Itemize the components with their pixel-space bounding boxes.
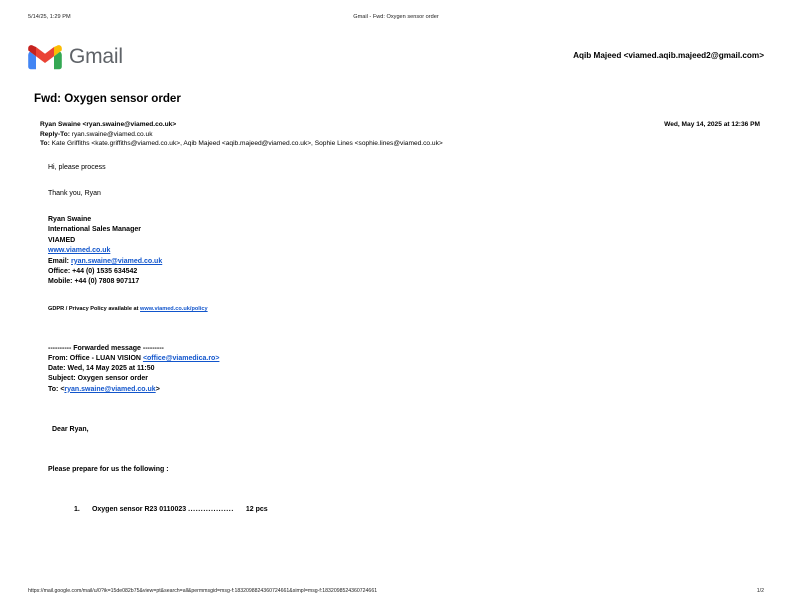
print-header-title: Gmail - Fwd: Oxygen sensor order	[353, 14, 439, 20]
gdpr-policy-link[interactable]: www.viamed.co.uk/policy	[140, 305, 208, 312]
to-value: Kate Griffiths <kate.griffiths@viamed.co.uk>, Aqib Majeed <aqib.majeed@viamed.co.uk>, Sophie Lines <sophie.lines@viamed.co.uk>	[51, 140, 443, 148]
gdpr-notice	[40, 304, 752, 314]
forwarded-to-label: To:	[48, 385, 59, 393]
item-dots: ..................	[188, 505, 234, 513]
gmail-logo	[28, 42, 123, 72]
gmail-m-icon	[28, 44, 62, 70]
spacer	[40, 395, 752, 425]
signature-email-link[interactable]: ryan.swaine@viamed.co.uk	[70, 257, 163, 265]
forwarded-request: Please prepare for us the following :	[48, 465, 169, 473]
forwarded-from-label: From:	[48, 355, 68, 363]
email-from: Ryan Swaine <ryan.swaine@viamed.co.uk>	[40, 121, 177, 128]
gmail-wordmark: Gmail	[69, 45, 123, 68]
print-header-date: 5/14/25, 1:29 PM	[28, 14, 71, 20]
footer-url: https://mail.google.com/mail/u/0?ik=15de082b75&view=pt&search=all&permmsgid=msg-f:1832098824360724661&simpl=msg-f:1832098524360724661	[28, 588, 378, 594]
email-date: Wed, May 14, 2025 at 12:36 PM	[664, 121, 760, 128]
email-meta	[40, 120, 760, 149]
meta-row-reply-to	[40, 130, 760, 140]
item-quantity: 12 pcs	[245, 505, 268, 513]
meta-row-to	[40, 139, 760, 149]
signature-mobile-value: +44 (0) 7808 907117	[74, 278, 140, 286]
spacer	[40, 475, 752, 505]
forwarded-header	[40, 344, 752, 395]
signature-title: International Sales Manager	[48, 226, 141, 234]
body-greeting: Hi, please process	[48, 164, 106, 171]
signature-website-link[interactable]: www.viamed.co.uk	[48, 247, 111, 255]
print-header	[0, 14, 792, 24]
spacer	[40, 435, 752, 465]
meta-row-from	[40, 120, 760, 130]
spacer	[40, 288, 752, 304]
spacer	[40, 173, 752, 189]
signature-email-label: Email:	[48, 257, 70, 265]
forwarded-from-row	[40, 354, 752, 364]
forwarded-to-close: >	[155, 385, 160, 393]
forwarded-divider: ---------- Forwarded message ---------	[48, 344, 164, 352]
forwarded-from-name: Office - LUAN VISION	[69, 355, 141, 363]
email-subject: Fwd: Oxygen sensor order	[34, 92, 181, 105]
signature-block	[40, 215, 752, 288]
item-number: 1.	[74, 505, 80, 513]
forwarded-greeting: Dear Ryan,	[52, 425, 89, 433]
forwarded-subject-value: Oxygen sensor order	[77, 375, 148, 383]
reply-to-value: ryan.swaine@viamed.co.uk	[71, 130, 153, 138]
spacer	[40, 199, 752, 215]
signature-name: Ryan Swaine	[48, 216, 92, 223]
list-item	[40, 505, 752, 515]
signature-office-value: +44 (0) 1535 634542	[72, 268, 138, 276]
reply-to-label: Reply-To:	[40, 130, 70, 138]
account-display: Aqib Majeed <viamed.aqib.majeed2@gmail.com>	[573, 51, 764, 60]
header-bar	[28, 42, 764, 72]
to-label: To:	[40, 140, 50, 148]
gdpr-text: GDPR / Privacy Policy available at	[48, 305, 141, 312]
signature-mobile-label: Mobile:	[48, 278, 73, 286]
print-footer	[0, 588, 792, 598]
forwarded-date-value: Wed, 14 May 2025 at 11:50	[67, 365, 155, 373]
forwarded-subject-row	[40, 374, 752, 384]
body-thanks: Thank you, Ryan	[48, 190, 101, 197]
forwarded-date-label: Date:	[48, 365, 66, 373]
footer-page-number: 1/2	[756, 588, 764, 594]
spacer	[40, 314, 752, 344]
forwarded-subject-label: Subject:	[48, 375, 76, 383]
forwarded-from-email-link[interactable]: <office@viamedica.ro>	[142, 355, 220, 363]
item-description: Oxygen sensor R23 0110023	[91, 505, 187, 513]
email-body	[40, 163, 752, 515]
forwarded-to-row	[40, 385, 752, 395]
forwarded-to-open: <	[60, 385, 65, 393]
signature-office-label: Office:	[48, 268, 71, 276]
signature-company: VIAMED	[48, 236, 76, 244]
forwarded-to-email-link[interactable]: ryan.swaine@viamed.co.uk	[64, 385, 156, 393]
forwarded-date-row	[40, 364, 752, 374]
